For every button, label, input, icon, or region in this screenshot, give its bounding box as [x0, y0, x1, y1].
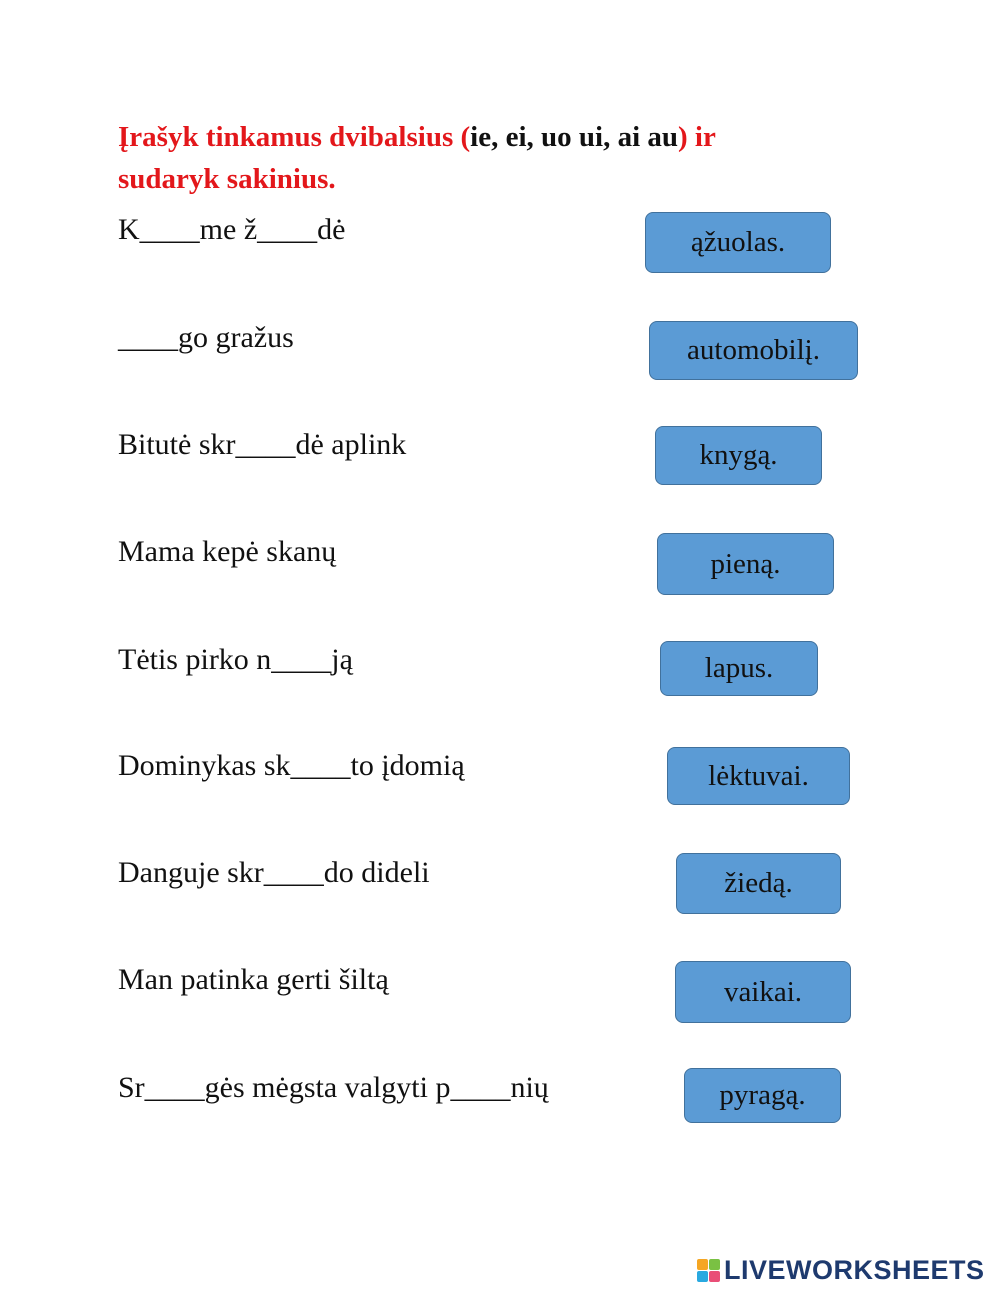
- word-chip-vaikai[interactable]: vaikai.: [675, 961, 851, 1023]
- sentence-4[interactable]: Mama kepė skanų: [118, 535, 337, 568]
- brand-name: LIVEWORKSHEETS: [724, 1255, 985, 1285]
- sentence-8[interactable]: Man patinka gerti šiltą: [118, 963, 389, 996]
- word-chip-piena[interactable]: pieną.: [657, 533, 834, 595]
- word-chip-lektuvai[interactable]: lėktuvai.: [667, 747, 850, 805]
- word-chip-pyraga[interactable]: pyragą.: [684, 1068, 841, 1123]
- sentence-6[interactable]: Dominykas sk____to įdomią: [118, 749, 465, 782]
- instruction-part1: Įrašyk tinkamus dvibalsius (: [118, 121, 471, 153]
- liveworksheets-logo[interactable]: [697, 1255, 985, 1286]
- instruction-diphthongs: ie, ei, uo ui, ai au: [470, 121, 679, 153]
- sentence-9[interactable]: Sr____gės mėgsta valgyti p____nių: [118, 1071, 549, 1104]
- word-chip-knyga[interactable]: knygą.: [655, 426, 822, 485]
- sentence-5[interactable]: Tėtis pirko n____ją: [118, 643, 353, 676]
- instruction-heading: [118, 116, 878, 200]
- word-chip-azuolas[interactable]: ąžuolas.: [645, 212, 831, 273]
- liveworksheets-logo-icon: [697, 1259, 720, 1282]
- sentence-1[interactable]: K____me ž____dė: [118, 213, 346, 246]
- sentence-3[interactable]: Bitutė skr____dė aplink: [118, 428, 407, 461]
- word-chip-zieda[interactable]: žiedą.: [676, 853, 841, 914]
- sentence-7[interactable]: Danguje skr____do dideli: [118, 856, 430, 889]
- instruction-line2: sudaryk sakinius.: [118, 163, 336, 195]
- sentence-2[interactable]: ____go gražus: [118, 321, 294, 354]
- word-chip-automobili[interactable]: automobilį.: [649, 321, 858, 380]
- instruction-part3: ) ir: [678, 121, 716, 153]
- word-chip-lapus[interactable]: lapus.: [660, 641, 818, 696]
